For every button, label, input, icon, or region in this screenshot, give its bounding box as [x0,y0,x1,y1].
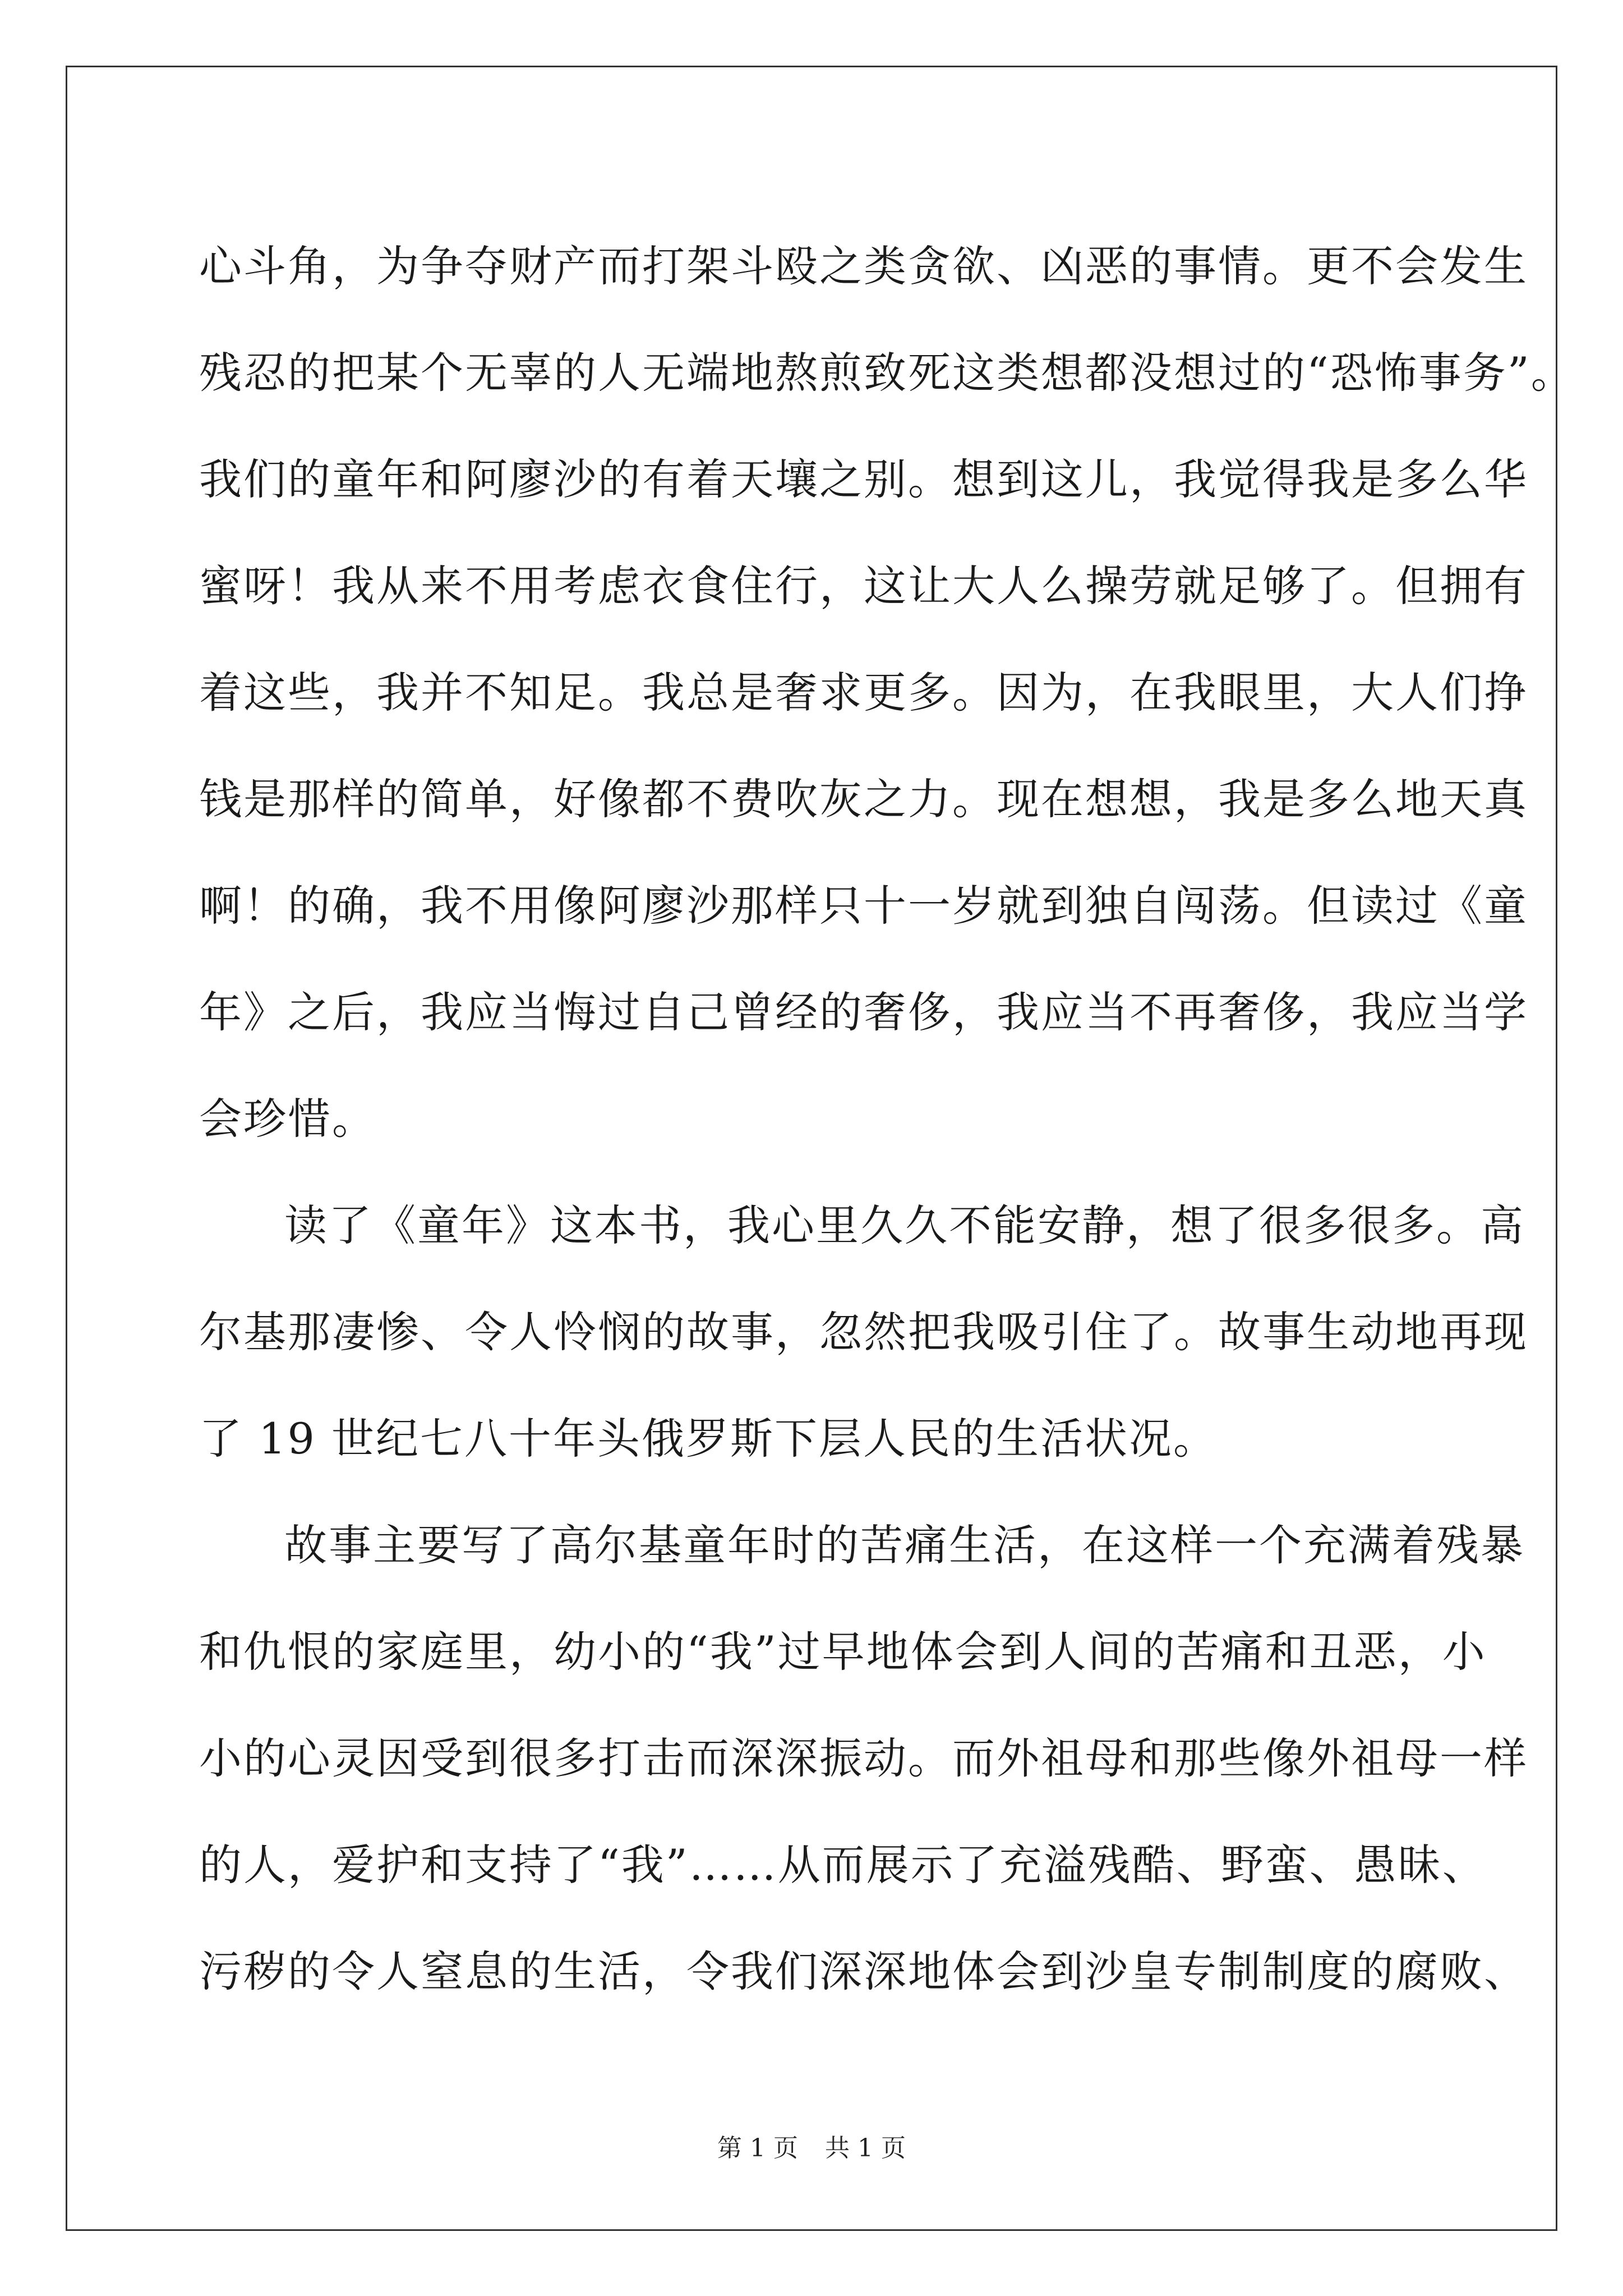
text-line: 年》之后，我应当悔过自己曾经的奢侈，我应当不再奢侈，我应当学 [199,987,1528,1037]
text-line: 小的心灵因受到很多打击而深深振动。而外祖母和那些像外祖母一样 [199,1733,1528,1783]
text-line: 着这些，我并不知足。我总是奢求更多。因为，在我眼里，大人们挣 [199,668,1528,717]
text-line: 和仇恨的家庭里，幼小的“我”过早地体会到人间的苦痛和丑恶，小 [199,1627,1487,1677]
text-line: 的人，爱护和支持了“我”……从而展示了充溢残酷、野蛮、愚昧、 [199,1840,1487,1890]
text-line: 钱是那样的简单，好像都不费吹灰之力。现在想想，我是多么地天真 [199,774,1528,824]
text-line: 污秽的令人窒息的生活，令我们深深地体会到沙皇专制制度的腐败、 [199,1947,1528,1996]
text-line: 心斗角，为争夺财产而打架斗殴之类贪欲、凶恶的事情。更不会发生 [199,241,1528,291]
page-footer [0,2132,1623,2165]
text-line: 了 19 世纪七八十年头俄罗斯下层人民的生活状况。 [199,1414,1218,1464]
text-line: 尔基那凄惨、令人怜悯的故事，忽然把我吸引住了。故事生动地再现 [199,1307,1528,1357]
text-line: 残忍的把某个无辜的人无端地熬煎致死这类想都没想过的“恐怖事务”。 [199,348,1575,398]
text-line: 会珍惜。 [199,1094,376,1144]
page-number-current: 第 1 页 [717,2134,798,2162]
paragraph-start-line: 故事主要写了高尔基童年时的苦痛生活，在这样一个充满着残暴 [284,1520,1525,1570]
text-line: 蜜呀！我从来不用考虑衣食住行，这让大人么操劳就足够了。但拥有 [199,561,1528,611]
paragraph-start-line: 读了《童年》这本书，我心里久久不能安静，想了很多很多。高 [284,1200,1525,1250]
text-line: 我们的童年和阿廖沙的有着天壤之别。想到这儿，我觉得我是多么华 [199,454,1528,504]
text-line: 啊！的确，我不用像阿廖沙那样只十一岁就到独自闯荡。但读过《童 [199,881,1528,931]
page-number-total: 共 1 页 [825,2134,906,2162]
document-body [199,213,1575,2025]
